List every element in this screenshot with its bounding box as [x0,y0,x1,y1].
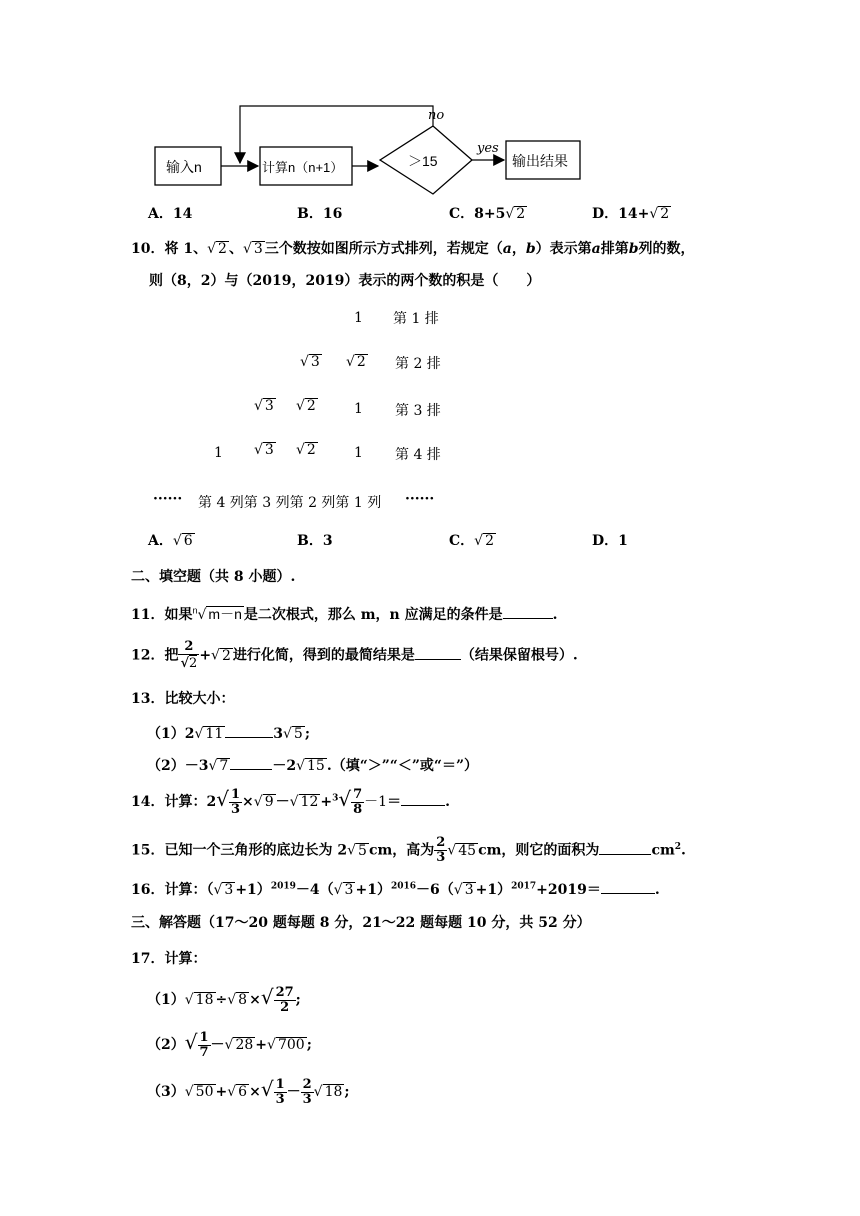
q10-option-a: A．√ 6 [148,533,193,549]
cell-2-2: √ 3 [300,354,320,370]
q11: 11．如果$^n$√ m－n 是二次根式，那么 m，n 应满足的条件是 . [131,605,558,623]
cell-4-1: 1 [354,445,363,461]
q10-option-b: B．3 [297,533,333,549]
q9-option-d: D．14+√ 2 [592,206,670,222]
row-label-1: 第 1 排 [393,311,439,327]
q17-part3: （3）√ 50 +√ 6 ×√ $\frac{1}{3}$ － $\frac{2}{3}$ √ 18 ; [147,1076,350,1107]
input-label: 输入n [166,159,202,175]
section2-heading: 二、填空题（共 8 小题）. [131,569,296,585]
q16: 16．计算：（√ 3 +1）$^{2019}$－4（√ 3 +1）$^{2016}$－6（√ 3 +1）$^{2017}$+2019＝ . [131,879,660,899]
row-label-2: 第 2 排 [395,356,441,372]
cell-3-1: 1 [354,401,363,417]
cell-4-3: √ 3 [254,442,274,458]
q10-option-c: C．√ 2 [449,533,494,549]
row-label-4: 第 4 排 [395,447,441,463]
cell-2-1: √ 2 [346,354,366,370]
output-label: 输出结果 [512,153,568,169]
dots-right: ······ [405,491,435,507]
q13-part1: （1）2√ 11 3√ 5 ; [147,723,310,743]
q17-title: 17．计算： [131,951,207,967]
q9-option-a: A．14 [148,206,193,222]
row-label-3: 第 3 排 [395,403,441,419]
cell-3-3: √ 3 [254,398,274,414]
cell-4-2: √ 2 [296,442,316,458]
q9-option-b: B．16 [297,206,343,222]
q13-part2: （2）－3√ 7 －2√ 15 .（填“＞”“＜”或“＝”） [147,755,478,775]
q10-stem-line2: 则（8，2）与（2019，2019）表示的两个数的积是（ ） [149,273,541,289]
dots-left: ······ [153,491,183,507]
yes-label: yes [477,141,499,156]
q14: 14．计算：2√ $\frac{1}{3}$ ×√ 9 －√ 12 +$^3$√ $\frac{7}{8}$ －1＝ . [131,786,450,817]
cell-1-1: 1 [354,310,363,326]
q17-part2: （2）√ $\frac{1}{7}$ －√ 28 +√ 700 ; [147,1029,312,1060]
q9-option-c: C．8+5√ 2 [449,206,526,222]
column-labels: 第 4 列第 3 列第 2 列第 1 列 [198,495,382,511]
q10-option-d: D．1 [592,533,628,549]
no-label: no [428,108,445,123]
section3-heading: 三、解答题（17～20 题每题 8 分，21～22 题每题 10 分，共 52 分） [131,915,591,931]
cell-3-2: √ 2 [296,398,316,414]
q10-stem-line1: 10．将 1、√ 2 、√ 3 三个数按如图所示方式排列，若规定（a，b）表示第a排第b列的数， [131,241,695,257]
q12: 12．把 $\frac{2}{√2}$ +√ 2 进行化简，得到的最简结果是 （结果保留根号）. [131,639,578,671]
q13-title: 13．比较大小： [131,691,235,707]
cell-4-4: 1 [214,445,223,461]
q17-part1: （1）√ 18 ÷√ 8 ×√ $\frac{27}{2}$ ; [147,984,301,1015]
compute-label: 计算n（n+1） [262,160,344,175]
q15: 15．已知一个三角形的底边长为 2√ 5 cm，高为 $\frac{2}{3}$ √ 45 cm，则它的面积为 $cm^2$. [131,835,686,865]
condition-label: ＞15 [408,153,438,169]
